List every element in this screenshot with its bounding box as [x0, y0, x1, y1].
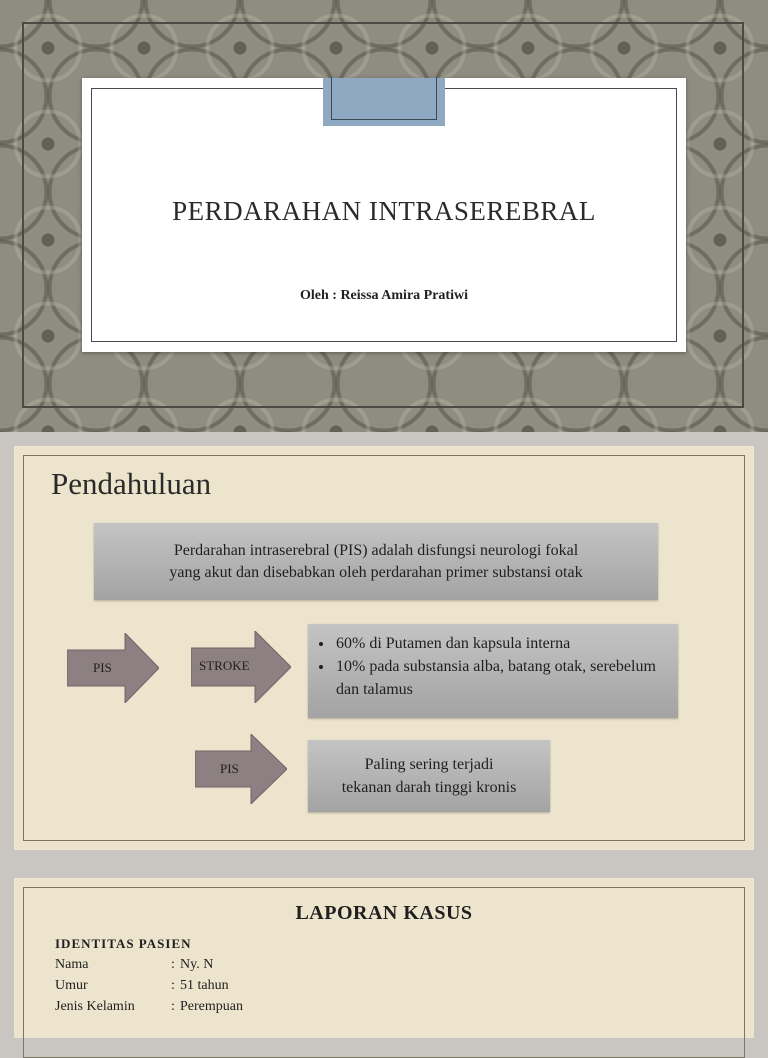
arrow-right-icon — [195, 734, 287, 804]
slide-heading: LAPORAN KASUS — [295, 902, 473, 924]
info-value: 51 tahun — [180, 978, 229, 993]
slide-title: PERDARAHAN INTRASEREBRAL — [172, 196, 596, 226]
info-separator: : — [171, 999, 175, 1014]
definition-box — [94, 523, 658, 600]
info-label: Umur — [55, 978, 88, 993]
info-value: Perempuan — [180, 999, 243, 1014]
case-report-slide — [14, 878, 754, 1038]
arrow-label-pis: PIS — [220, 761, 239, 776]
info-label: Jenis Kelamin — [55, 999, 135, 1014]
arrow-label-pis: PIS — [93, 660, 112, 675]
bullet-list — [308, 632, 678, 701]
arrow-label-stroke: STROKE — [199, 658, 250, 673]
info-separator: : — [171, 978, 175, 993]
hypertension-box — [308, 740, 550, 812]
location-bullets-box — [308, 624, 678, 718]
definition-line: yang akut dan disebabkan oleh perdarahan primer substansi otak — [169, 563, 583, 581]
bullet-item: • 60% di Putamen dan kapsula interna — [334, 632, 678, 655]
arrow-right-icon — [67, 633, 159, 703]
title-tab — [323, 78, 445, 126]
hypertension-line: Paling sering terjadi — [364, 756, 494, 773]
hypertension-line: tekanan darah tinggi kronis — [341, 779, 517, 796]
intro-slide — [14, 446, 754, 850]
info-separator: : — [171, 957, 175, 972]
slide-heading: Pendahuluan — [51, 466, 212, 501]
info-label: Nama — [55, 957, 89, 972]
title-tab-inner — [331, 78, 437, 120]
title-slide — [0, 0, 768, 432]
definition-line: Perdarahan intraserebral (PIS) adalah disfungsi neurologi fokal — [173, 541, 579, 559]
author-line: Oleh : Reissa Amira Pratiwi — [300, 288, 468, 303]
bullet-item: • 10% pada substansia alba, batang otak, serebelum dan talamus — [334, 655, 678, 701]
info-value: Ny. N — [180, 957, 214, 972]
section-subheading: IDENTITAS PASIEN — [55, 936, 192, 951]
